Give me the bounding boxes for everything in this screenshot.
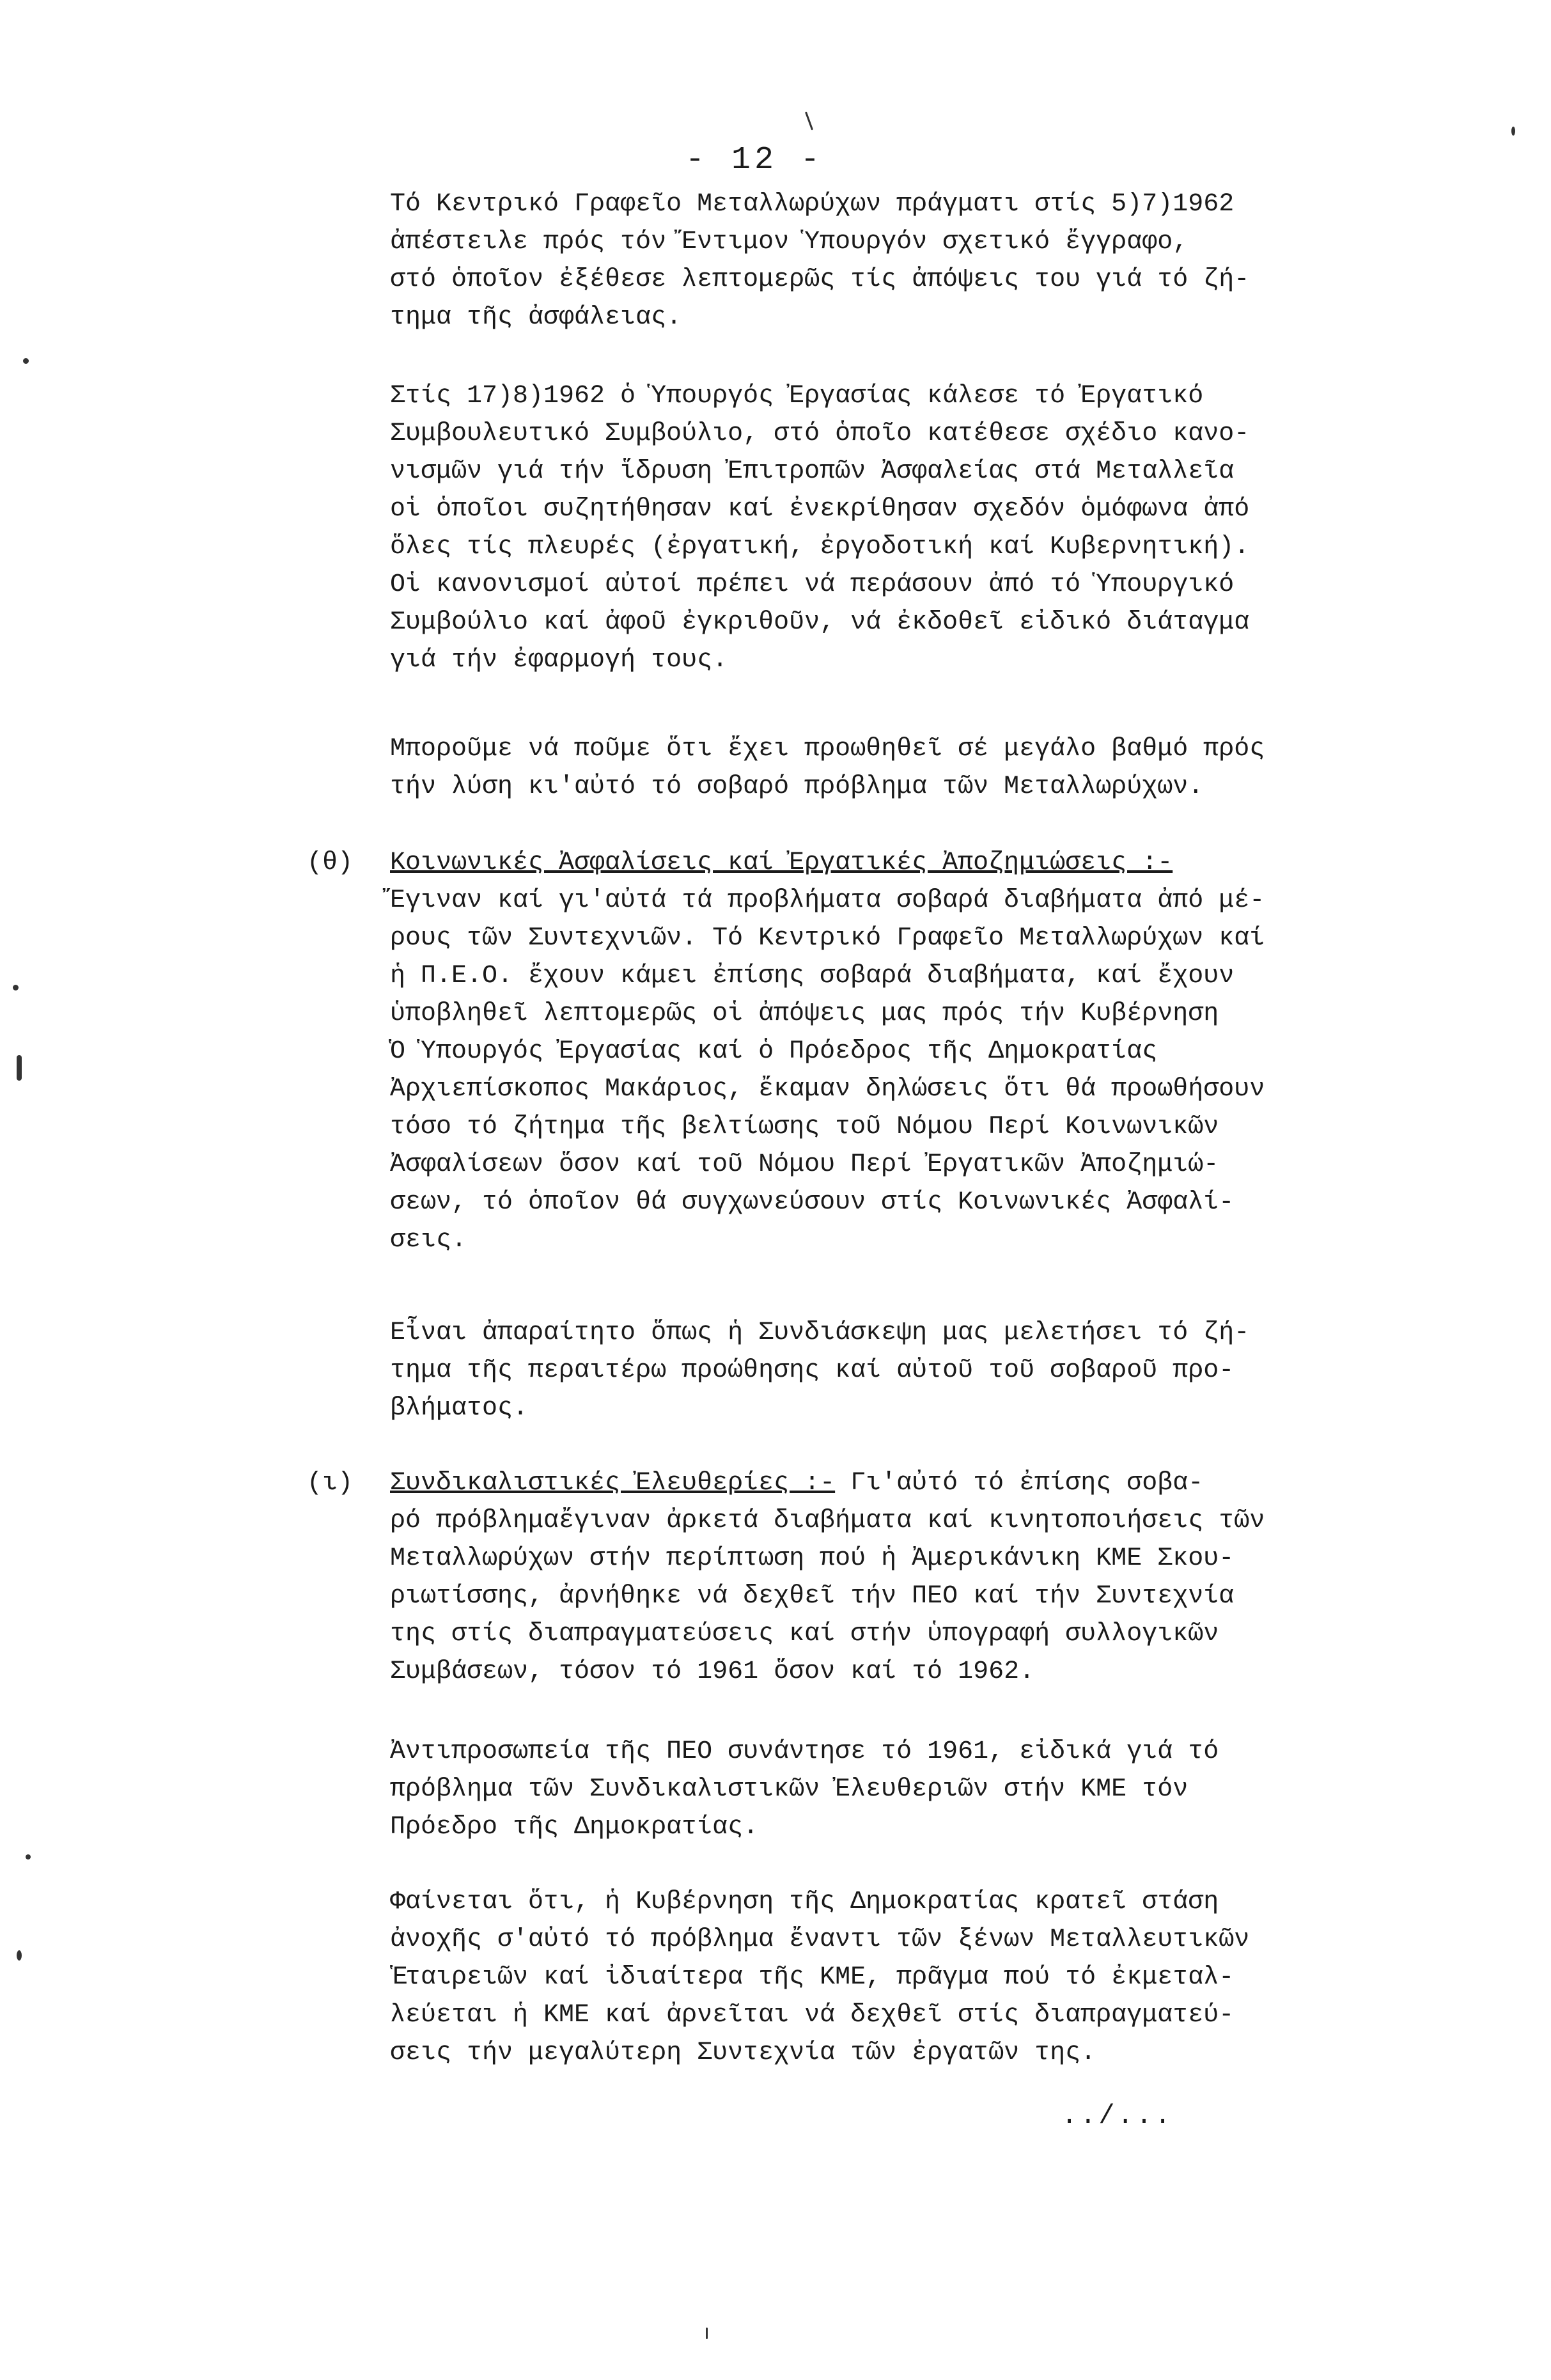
text-line: Γι'αὐτό τό ἐπίσης σοβα- xyxy=(835,1469,1204,1498)
text-line: πρόβλημα τῶν Συνδικαλιστικῶν Ἐλευθεριῶν στήν ΚΜΕ τόν xyxy=(390,1775,1189,1804)
text-line: Πρόεδρο τῆς Δημοκρατίας. xyxy=(390,1813,759,1842)
text-line: Ἀσφαλίσεων ὅσον καί τοῦ Νόμου Περί Ἐργατικῶν Ἀποζημιώ- xyxy=(390,1150,1219,1179)
section-social-insurance xyxy=(390,844,1362,1259)
text-line: Εἶναι ἀπαραίτητο ὅπως ἡ Συνδιάσκεψη μας μελετήσει τό ζή- xyxy=(390,1319,1250,1347)
text-line: τήν λύση κι'αὐτό τό σοβαρό πρόβλημα τῶν Μεταλλωρύχων. xyxy=(390,772,1204,801)
scan-speck xyxy=(13,985,19,990)
paragraph-peo-delegation xyxy=(390,1733,1362,1846)
scan-speck xyxy=(17,1055,22,1081)
section-heading: Κοινωνικές Ἀσφαλίσεις καί Ἐργατικές Ἀποζημιώσεις :- xyxy=(390,849,1173,877)
paragraph-labour-council xyxy=(390,377,1362,679)
scan-speck xyxy=(17,1950,22,1961)
scan-speck xyxy=(1511,127,1515,136)
page-number: - 12 - xyxy=(685,142,824,178)
text-line: Ἀρχιεπίσκοπος Μακάριος, ἔκαμαν δηλώσεις ὅτι θά προωθήσουν xyxy=(390,1075,1265,1104)
text-line: ἡ Π.Ε.Ο. ἔχουν κάμει ἐπίσης σοβαρά διαβήματα, καί ἔχουν xyxy=(390,962,1235,990)
text-line: Μεταλλωρύχων στήν περίπτωση πού ἡ Ἀμερικάνικη ΚΜΕ Σκου- xyxy=(390,1544,1235,1573)
text-line: βλήματος. xyxy=(390,1394,529,1423)
text-line: Συμβάσεων, τόσον τό 1961 ὅσον καί τό 1962. xyxy=(390,1657,1035,1686)
text-line: σεις. xyxy=(390,1226,467,1255)
text-line: Συμβούλιο καί ἀφοῦ ἐγκριθοῦν, νά ἐκδοθεῖ εἰδικό διάταγμα xyxy=(390,608,1250,637)
scan-speck xyxy=(805,111,813,130)
text-line: ρό πρόβλημαἔγιναν ἀρκετά διαβήματα καί κινητοποιήσεις τῶν xyxy=(390,1507,1265,1535)
text-line: τόσο τό ζήτημα τῆς βελτίωσης τοῦ Νόμου Περί Κοινωνικῶν xyxy=(390,1113,1219,1141)
text-line: ἀπέστειλε πρός τόν Ἔντιμον Ὑπουργόν σχετικό ἔγγραφο, xyxy=(390,228,1189,256)
text-line: Συμβουλευτικό Συμβούλιο, στό ὁποῖο κατέθεσε σχέδιο κανο- xyxy=(390,419,1250,448)
text-line: σεις τήν μεγαλύτερη Συντεχνία τῶν ἐργατῶν της. xyxy=(390,2039,1096,2067)
text-line: Φαίνεται ὅτι, ἡ Κυβέρνηση τῆς Δημοκρατίας κρατεῖ στάση xyxy=(390,1888,1219,1916)
text-line: ἀνοχῆς σ'αὐτό τό πρόβλημα ἔναντι τῶν ξένων Μεταλλευτικῶν xyxy=(390,1925,1250,1954)
text-line: Στίς 17)8)1962 ὁ Ὑπουργός Ἐργασίας κάλεσε τό Ἐργατικό xyxy=(390,382,1204,411)
text-line: ριωτίσσης, ἀρνήθηκε νά δεχθεῖ τήν ΠΕΟ καί τήν Συντεχνία xyxy=(390,1582,1235,1611)
text-line: Ὁ Ὑπουργός Ἐργασίας καί ὁ Πρόεδρος τῆς Δημοκρατίας xyxy=(390,1037,1158,1066)
text-line: λεύεται ἡ ΚΜΕ καί ἀρνεῖται νά δεχθεῖ στίς διαπραγματεύ- xyxy=(390,2001,1235,2030)
paragraph-government-stance xyxy=(390,1883,1362,2072)
scan-speck xyxy=(26,1854,31,1859)
text-line: στό ὁποῖον ἐξέθεσε λεπτομερῶς τίς ἀπόψεις του γιά τό ζή- xyxy=(390,265,1250,294)
section-heading: Συνδικαλιστικές Ἐλευθερίες :- xyxy=(390,1469,836,1498)
section-marker-iota: (ι) xyxy=(307,1469,354,1498)
section-marker-theta: (θ) xyxy=(307,849,354,877)
paragraph-central-office-letter xyxy=(390,185,1362,336)
text-line: Τό Κεντρικό Γραφεῖο Μεταλλωρύχων πράγματι στίς 5)7)1962 xyxy=(390,190,1235,219)
text-line: Ἀντιπροσωπεία τῆς ΠΕΟ συνάντησε τό 1961, εἰδικά γιά τό xyxy=(390,1737,1219,1766)
section-union-freedoms xyxy=(390,1464,1362,1691)
paragraph-conference-study xyxy=(390,1314,1362,1427)
text-line: Ἔγιναν καί γι'αὐτά τά προβλήματα σοβαρά διαβήματα ἀπό μέ- xyxy=(390,886,1265,915)
text-line: ρους τῶν Συντεχνιῶν. Τό Κεντρικό Γραφεῖο Μεταλλωρύχων καί xyxy=(390,924,1265,953)
text-line: ὑποβληθεῖ λεπτομερῶς οἱ ἀπόψεις μας πρός τήν Κυβέρνηση xyxy=(390,999,1219,1028)
scan-speck xyxy=(706,2328,708,2339)
text-line: της στίς διαπραγματεύσεις καί στήν ὑπογραφή συλλογικῶν xyxy=(390,1620,1219,1648)
text-line: ὅλες τίς πλευρές (ἐργατική, ἐργοδοτική καί Κυβερνητική). xyxy=(390,533,1250,561)
text-line: Μποροῦμε νά ποῦμε ὅτι ἔχει προωθηθεῖ σέ μεγάλο βαθμό πρός xyxy=(390,735,1265,763)
text-line: γιά τήν ἐφαρμογή τους. xyxy=(390,646,728,675)
text-line: τημα τῆς ἀσφάλειας. xyxy=(390,303,682,332)
text-line: Οἱ κανονισμοί αὐτοί πρέπει νά περάσουν ἀπό τό Ὑπουργικό xyxy=(390,570,1235,599)
text-line: οἱ ὁποῖοι συζητήθησαν καί ἐνεκρίθησαν σχεδόν ὁμόφωνα ἀπό xyxy=(390,495,1250,524)
continuation-mark: ../... xyxy=(1061,2101,1174,2131)
text-line: τημα τῆς περαιτέρω προώθησης καί αὐτοῦ τοῦ σοβαροῦ προ- xyxy=(390,1356,1235,1385)
paragraph-progress xyxy=(390,730,1362,806)
scan-speck xyxy=(23,358,29,364)
text-line: Ἑταιρειῶν καί ἰδιαίτερα τῆς ΚΜΕ, πρᾶγμα πού τό ἐκμεταλ- xyxy=(390,1963,1235,1992)
text-line: σεων, τό ὁποῖον θά συγχωνεύσουν στίς Κοινωνικές Ἀσφαλί- xyxy=(390,1188,1235,1217)
text-line: νισμῶν γιά τήν ἵδρυση Ἐπιτροπῶν Ἀσφαλείας στά Μεταλλεῖα xyxy=(390,457,1235,486)
